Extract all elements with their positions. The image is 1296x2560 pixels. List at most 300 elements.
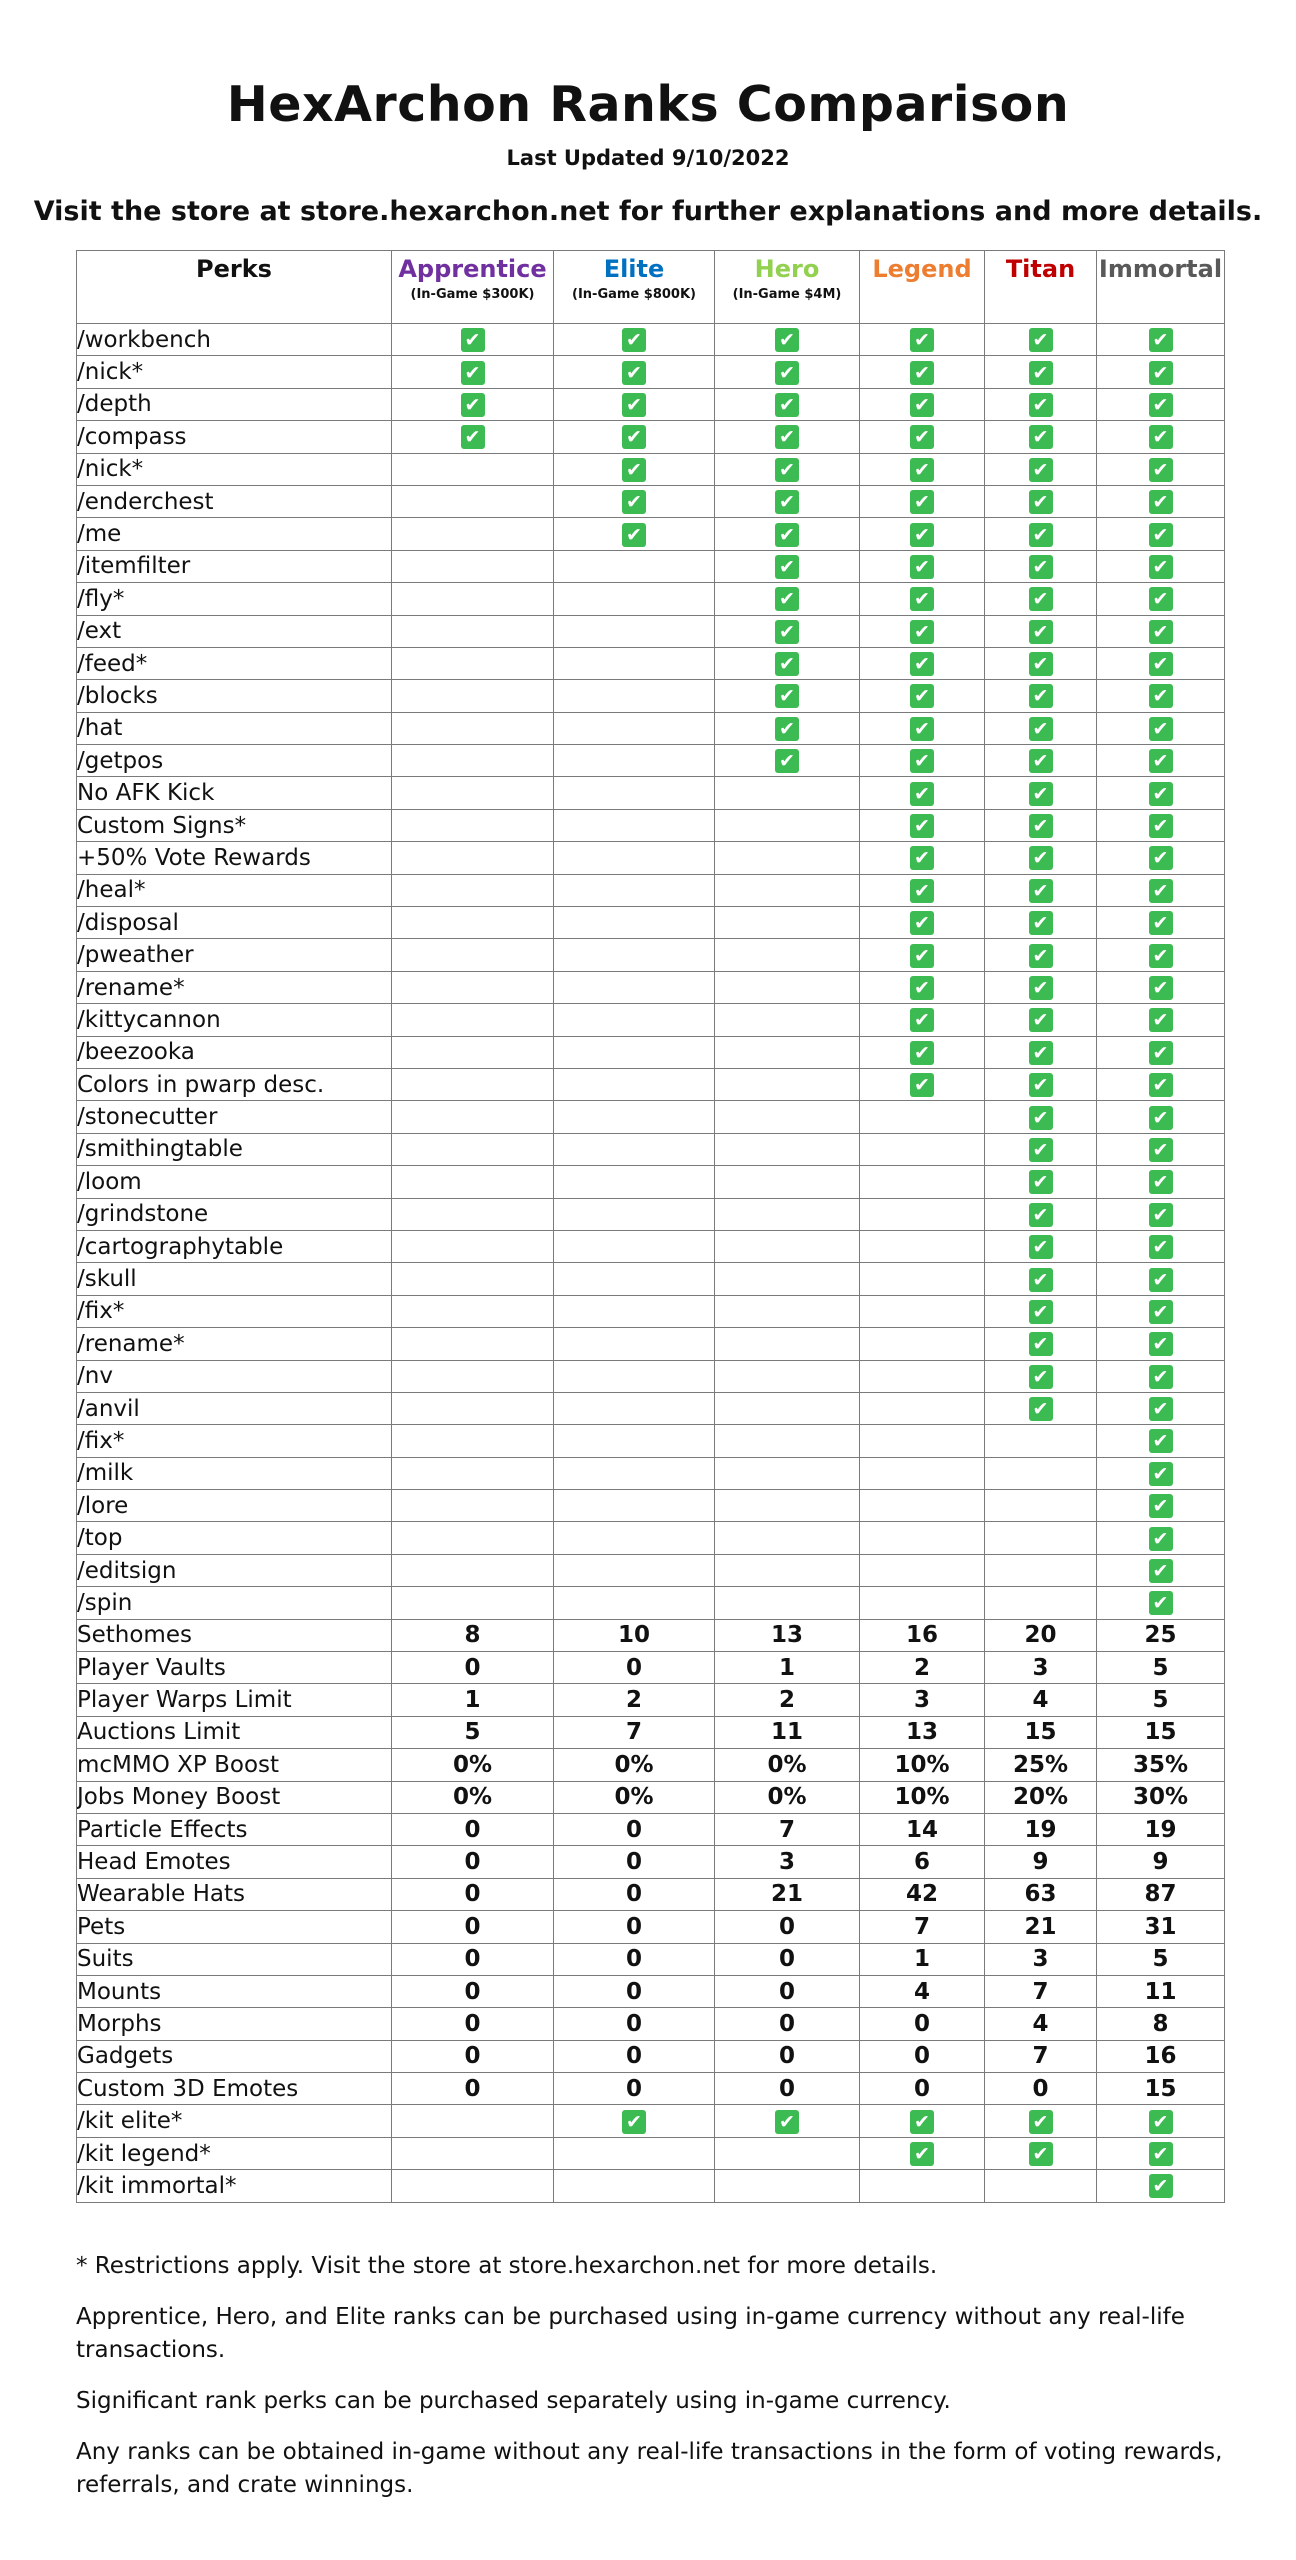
empty-cell xyxy=(392,615,554,647)
perk-included-cell xyxy=(985,485,1097,517)
empty-cell xyxy=(985,1587,1097,1619)
empty-cell xyxy=(715,939,860,971)
white-check-mark-icon: ✔ xyxy=(1029,1106,1053,1130)
perk-included-cell xyxy=(860,874,985,906)
white-check-mark-icon: ✔ xyxy=(1149,2142,1173,2166)
perk-included-cell xyxy=(860,485,985,517)
table-row xyxy=(77,1943,1225,1975)
last-updated: Last Updated 9/10/2022 xyxy=(506,146,790,170)
perk-value-cell: 10% xyxy=(860,1749,985,1781)
table-row xyxy=(77,1425,1225,1457)
white-check-mark-icon: ✔ xyxy=(461,361,485,385)
white-check-mark-icon: ✔ xyxy=(910,879,934,903)
perk-value-cell: 0% xyxy=(715,1781,860,1813)
perk-value-cell: 0 xyxy=(392,1911,554,1943)
rank-header-hero xyxy=(715,251,860,324)
white-check-mark-icon: ✔ xyxy=(1149,1073,1173,1097)
perk-value-cell: 0 xyxy=(392,1652,554,1684)
empty-cell xyxy=(554,1133,715,1165)
white-check-mark-icon: ✔ xyxy=(1029,1138,1053,1162)
empty-cell xyxy=(554,1166,715,1198)
white-check-mark-icon: ✔ xyxy=(1029,1041,1053,1065)
table-row xyxy=(77,1004,1225,1036)
perk-name: /pweather xyxy=(77,939,392,971)
white-check-mark-icon: ✔ xyxy=(1149,1300,1173,1324)
perk-included-cell xyxy=(985,874,1097,906)
white-check-mark-icon: ✔ xyxy=(1149,523,1173,547)
perk-value-cell: 0 xyxy=(392,1813,554,1845)
perk-name: /heal* xyxy=(77,874,392,906)
white-check-mark-icon: ✔ xyxy=(910,328,934,352)
empty-cell xyxy=(392,2170,554,2202)
white-check-mark-icon: ✔ xyxy=(622,523,646,547)
perk-included-cell xyxy=(1097,356,1225,388)
perk-included-cell xyxy=(715,485,860,517)
white-check-mark-icon: ✔ xyxy=(910,1073,934,1097)
table-row xyxy=(77,1166,1225,1198)
perk-included-cell xyxy=(985,356,1097,388)
perk-included-cell xyxy=(1097,1360,1225,1392)
perk-included-cell xyxy=(860,453,985,485)
perk-included-cell xyxy=(860,550,985,582)
perk-name: /grindstone xyxy=(77,1198,392,1230)
rank-header-elite xyxy=(554,251,715,324)
white-check-mark-icon: ✔ xyxy=(910,458,934,482)
table-row xyxy=(77,1068,1225,1100)
perk-included-cell xyxy=(985,615,1097,647)
empty-cell xyxy=(715,1295,860,1327)
perk-name: No AFK Kick xyxy=(77,777,392,809)
table-row xyxy=(77,485,1225,517)
perk-included-cell xyxy=(985,809,1097,841)
empty-cell xyxy=(715,1263,860,1295)
empty-cell xyxy=(554,907,715,939)
perk-value-cell: 0 xyxy=(715,2073,860,2105)
perk-name: /nv xyxy=(77,1360,392,1392)
perk-included-cell xyxy=(985,680,1097,712)
rank-name: Titan xyxy=(1005,255,1076,283)
white-check-mark-icon: ✔ xyxy=(1149,1041,1173,1065)
white-check-mark-icon: ✔ xyxy=(910,684,934,708)
table-row xyxy=(77,1846,1225,1878)
white-check-mark-icon: ✔ xyxy=(1149,1008,1173,1032)
perk-name: /kit immortal* xyxy=(77,2170,392,2202)
perk-included-cell xyxy=(1097,485,1225,517)
empty-cell xyxy=(392,777,554,809)
perk-value-cell: 87 xyxy=(1097,1878,1225,1910)
empty-cell xyxy=(554,809,715,841)
table-row xyxy=(77,809,1225,841)
white-check-mark-icon: ✔ xyxy=(775,2110,799,2134)
perk-included-cell xyxy=(985,907,1097,939)
perk-name: Colors in pwarp desc. xyxy=(77,1068,392,1100)
white-check-mark-icon: ✔ xyxy=(910,555,934,579)
perk-included-cell xyxy=(1097,1392,1225,1424)
empty-cell xyxy=(392,1036,554,1068)
white-check-mark-icon: ✔ xyxy=(1029,814,1053,838)
perk-included-cell xyxy=(985,453,1097,485)
table-row xyxy=(77,1101,1225,1133)
empty-cell xyxy=(715,1328,860,1360)
empty-cell xyxy=(392,2137,554,2169)
table-row xyxy=(77,907,1225,939)
perk-included-cell xyxy=(1097,1230,1225,1262)
page-title: HexArchon Ranks Comparison xyxy=(226,76,1070,133)
perk-name: +50% Vote Rewards xyxy=(77,842,392,874)
perk-value-cell: 0 xyxy=(860,2040,985,2072)
perk-included-cell xyxy=(985,388,1097,420)
perk-included-cell xyxy=(985,550,1097,582)
table-row xyxy=(77,324,1225,356)
rank-name: Legend xyxy=(872,255,972,283)
perk-value-cell: 25% xyxy=(985,1749,1097,1781)
white-check-mark-icon: ✔ xyxy=(1149,1494,1173,1518)
white-check-mark-icon: ✔ xyxy=(1149,458,1173,482)
perk-name: /fix* xyxy=(77,1425,392,1457)
perk-included-cell xyxy=(985,1360,1097,1392)
perk-included-cell xyxy=(1097,971,1225,1003)
table-row xyxy=(77,971,1225,1003)
table-row xyxy=(77,2105,1225,2137)
table-row xyxy=(77,1554,1225,1586)
table-row xyxy=(77,1457,1225,1489)
white-check-mark-icon: ✔ xyxy=(1029,879,1053,903)
perk-name: /anvil xyxy=(77,1392,392,1424)
empty-cell xyxy=(392,907,554,939)
empty-cell xyxy=(554,1230,715,1262)
empty-cell xyxy=(860,1587,985,1619)
perk-included-cell xyxy=(985,1328,1097,1360)
perk-included-cell xyxy=(985,1198,1097,1230)
table-row xyxy=(77,1522,1225,1554)
perk-name: /disposal xyxy=(77,907,392,939)
perk-included-cell xyxy=(1097,2137,1225,2169)
perk-included-cell xyxy=(985,1133,1097,1165)
perk-value-cell: 0 xyxy=(554,1846,715,1878)
perk-value-cell: 0 xyxy=(554,1943,715,1975)
perk-included-cell xyxy=(860,777,985,809)
white-check-mark-icon: ✔ xyxy=(1149,846,1173,870)
perk-value-cell: 0 xyxy=(554,2008,715,2040)
perk-value-cell: 4 xyxy=(985,1684,1097,1716)
empty-cell xyxy=(715,777,860,809)
perk-value-cell: 4 xyxy=(860,1975,985,2007)
perk-value-cell: 0 xyxy=(715,1943,860,1975)
white-check-mark-icon: ✔ xyxy=(1149,911,1173,935)
perk-value-cell: 0% xyxy=(554,1781,715,1813)
perks-header-label: Perks xyxy=(196,255,272,283)
perk-included-cell xyxy=(860,647,985,679)
white-check-mark-icon: ✔ xyxy=(775,361,799,385)
perk-value-cell: 9 xyxy=(985,1846,1097,1878)
perk-included-cell xyxy=(860,1004,985,1036)
perk-value-cell: 0 xyxy=(554,1813,715,1845)
white-check-mark-icon: ✔ xyxy=(461,393,485,417)
perk-included-cell xyxy=(985,421,1097,453)
white-check-mark-icon: ✔ xyxy=(622,328,646,352)
perk-included-cell xyxy=(985,712,1097,744)
empty-cell xyxy=(554,550,715,582)
perk-included-cell xyxy=(985,583,1097,615)
table-row xyxy=(77,2073,1225,2105)
empty-cell xyxy=(392,485,554,517)
table-row xyxy=(77,1295,1225,1327)
perk-value-cell: 0 xyxy=(715,2008,860,2040)
perk-name: Custom 3D Emotes xyxy=(77,2073,392,2105)
perk-name: Custom Signs* xyxy=(77,809,392,841)
perk-included-cell xyxy=(1097,1166,1225,1198)
white-check-mark-icon: ✔ xyxy=(775,425,799,449)
table-row xyxy=(77,1749,1225,1781)
white-check-mark-icon: ✔ xyxy=(1029,328,1053,352)
empty-cell xyxy=(554,1198,715,1230)
white-check-mark-icon: ✔ xyxy=(910,782,934,806)
empty-cell xyxy=(392,1230,554,1262)
table-row xyxy=(77,745,1225,777)
perk-name: /me xyxy=(77,518,392,550)
white-check-mark-icon: ✔ xyxy=(1029,1268,1053,1292)
table-row xyxy=(77,1716,1225,1748)
perk-included-cell xyxy=(715,421,860,453)
white-check-mark-icon: ✔ xyxy=(461,425,485,449)
perk-included-cell xyxy=(985,939,1097,971)
perk-included-cell xyxy=(1097,615,1225,647)
perk-included-cell xyxy=(985,1101,1097,1133)
perk-name: Jobs Money Boost xyxy=(77,1781,392,1813)
empty-cell xyxy=(860,1554,985,1586)
perk-included-cell xyxy=(860,680,985,712)
white-check-mark-icon: ✔ xyxy=(1029,555,1053,579)
empty-cell xyxy=(392,1101,554,1133)
perk-name: Suits xyxy=(77,1943,392,1975)
white-check-mark-icon: ✔ xyxy=(1029,458,1053,482)
white-check-mark-icon: ✔ xyxy=(775,749,799,773)
white-check-mark-icon: ✔ xyxy=(622,361,646,385)
white-check-mark-icon: ✔ xyxy=(1149,2174,1173,2198)
perk-name: /skull xyxy=(77,1263,392,1295)
white-check-mark-icon: ✔ xyxy=(910,587,934,611)
perk-value-cell: 8 xyxy=(392,1619,554,1651)
perk-included-cell xyxy=(860,809,985,841)
table-row xyxy=(77,1652,1225,1684)
empty-cell xyxy=(554,842,715,874)
white-check-mark-icon: ✔ xyxy=(1029,1073,1053,1097)
white-check-mark-icon: ✔ xyxy=(1149,1527,1173,1551)
white-check-mark-icon: ✔ xyxy=(1149,976,1173,1000)
perk-name: /fly* xyxy=(77,583,392,615)
perk-name: /rename* xyxy=(77,1328,392,1360)
perk-included-cell xyxy=(715,453,860,485)
perk-value-cell: 11 xyxy=(1097,1975,1225,2007)
white-check-mark-icon: ✔ xyxy=(910,911,934,935)
empty-cell xyxy=(554,1328,715,1360)
perk-value-cell: 15 xyxy=(985,1716,1097,1748)
perk-included-cell xyxy=(392,356,554,388)
perk-name: /kittycannon xyxy=(77,1004,392,1036)
perk-included-cell xyxy=(985,647,1097,679)
perk-value-cell: 0 xyxy=(715,1975,860,2007)
white-check-mark-icon: ✔ xyxy=(775,684,799,708)
perk-included-cell xyxy=(715,745,860,777)
empty-cell xyxy=(715,1554,860,1586)
white-check-mark-icon: ✔ xyxy=(1149,620,1173,644)
perk-name: Sethomes xyxy=(77,1619,392,1651)
white-check-mark-icon: ✔ xyxy=(910,425,934,449)
perk-value-cell: 1 xyxy=(392,1684,554,1716)
white-check-mark-icon: ✔ xyxy=(1029,976,1053,1000)
perk-value-cell: 1 xyxy=(860,1943,985,1975)
perk-included-cell xyxy=(554,2105,715,2137)
perk-value-cell: 0 xyxy=(392,1975,554,2007)
empty-cell xyxy=(715,2137,860,2169)
perk-value-cell: 21 xyxy=(715,1878,860,1910)
white-check-mark-icon: ✔ xyxy=(775,393,799,417)
table-row xyxy=(77,2137,1225,2169)
perk-name: /spin xyxy=(77,1587,392,1619)
perk-included-cell xyxy=(715,518,860,550)
table-row xyxy=(77,1392,1225,1424)
perk-included-cell xyxy=(985,1295,1097,1327)
white-check-mark-icon: ✔ xyxy=(1029,1008,1053,1032)
perk-value-cell: 1 xyxy=(715,1652,860,1684)
perk-included-cell xyxy=(554,421,715,453)
white-check-mark-icon: ✔ xyxy=(1029,1203,1053,1227)
perk-included-cell xyxy=(985,745,1097,777)
empty-cell xyxy=(554,1490,715,1522)
footnote: Apprentice, Hero, and Elite ranks can be purchased using in-game currency without any real-life transactions. xyxy=(76,2304,1185,2363)
empty-cell xyxy=(554,1392,715,1424)
empty-cell xyxy=(554,615,715,647)
perk-value-cell: 0 xyxy=(554,1652,715,1684)
perks-column-header xyxy=(77,251,392,324)
table-row xyxy=(77,1263,1225,1295)
rank-cost: (In-Game $4M) xyxy=(732,287,842,302)
perk-included-cell xyxy=(1097,518,1225,550)
table-row xyxy=(77,2008,1225,2040)
perk-value-cell: 7 xyxy=(985,1975,1097,2007)
table-row xyxy=(77,583,1225,615)
white-check-mark-icon: ✔ xyxy=(910,1041,934,1065)
empty-cell xyxy=(392,1004,554,1036)
empty-cell xyxy=(860,1425,985,1457)
perk-included-cell xyxy=(985,1166,1097,1198)
perk-included-cell xyxy=(860,2105,985,2137)
empty-cell xyxy=(554,1101,715,1133)
white-check-mark-icon: ✔ xyxy=(622,2110,646,2134)
perk-value-cell: 0 xyxy=(860,2073,985,2105)
empty-cell xyxy=(392,1166,554,1198)
perk-included-cell xyxy=(1097,1101,1225,1133)
rank-name: Elite xyxy=(603,255,665,283)
empty-cell xyxy=(715,1587,860,1619)
perk-included-cell xyxy=(1097,1425,1225,1457)
white-check-mark-icon: ✔ xyxy=(910,814,934,838)
white-check-mark-icon: ✔ xyxy=(910,620,934,644)
white-check-mark-icon: ✔ xyxy=(622,393,646,417)
perk-value-cell: 7 xyxy=(860,1911,985,1943)
perk-value-cell: 20% xyxy=(985,1781,1097,1813)
white-check-mark-icon: ✔ xyxy=(1029,652,1053,676)
white-check-mark-icon: ✔ xyxy=(910,846,934,870)
perk-included-cell xyxy=(860,518,985,550)
white-check-mark-icon: ✔ xyxy=(1149,1591,1173,1615)
perk-value-cell: 7 xyxy=(554,1716,715,1748)
white-check-mark-icon: ✔ xyxy=(910,523,934,547)
perk-included-cell xyxy=(1097,1198,1225,1230)
white-check-mark-icon: ✔ xyxy=(1149,782,1173,806)
perk-included-cell xyxy=(1097,2105,1225,2137)
perk-included-cell xyxy=(860,842,985,874)
perk-included-cell xyxy=(860,1068,985,1100)
perk-value-cell: 11 xyxy=(715,1716,860,1748)
perk-name: /editsign xyxy=(77,1554,392,1586)
empty-cell xyxy=(554,971,715,1003)
empty-cell xyxy=(392,745,554,777)
perk-value-cell: 0 xyxy=(554,2040,715,2072)
perk-included-cell xyxy=(1097,1457,1225,1489)
white-check-mark-icon: ✔ xyxy=(1149,555,1173,579)
perk-value-cell: 2 xyxy=(554,1684,715,1716)
white-check-mark-icon: ✔ xyxy=(1029,944,1053,968)
perk-included-cell xyxy=(1097,745,1225,777)
empty-cell xyxy=(715,1392,860,1424)
rank-header-immortal xyxy=(1097,251,1225,324)
empty-cell xyxy=(392,680,554,712)
empty-cell xyxy=(392,1068,554,1100)
table-row xyxy=(77,388,1225,420)
white-check-mark-icon: ✔ xyxy=(1149,1235,1173,1259)
perk-value-cell: 5 xyxy=(1097,1684,1225,1716)
empty-cell xyxy=(860,1490,985,1522)
empty-cell xyxy=(715,1068,860,1100)
white-check-mark-icon: ✔ xyxy=(1029,2110,1053,2134)
perk-included-cell xyxy=(1097,583,1225,615)
empty-cell xyxy=(715,2170,860,2202)
table-body xyxy=(77,324,1225,2203)
perk-value-cell: 7 xyxy=(985,2040,1097,2072)
perk-included-cell xyxy=(554,356,715,388)
white-check-mark-icon: ✔ xyxy=(622,490,646,514)
perk-value-cell: 0 xyxy=(392,2073,554,2105)
empty-cell xyxy=(554,777,715,809)
empty-cell xyxy=(715,809,860,841)
empty-cell xyxy=(715,1230,860,1262)
empty-cell xyxy=(715,1133,860,1165)
white-check-mark-icon: ✔ xyxy=(1029,846,1053,870)
perk-name: /ext xyxy=(77,615,392,647)
table-row xyxy=(77,842,1225,874)
perk-included-cell xyxy=(985,1036,1097,1068)
table-row xyxy=(77,1133,1225,1165)
empty-cell xyxy=(860,1133,985,1165)
perk-value-cell: 6 xyxy=(860,1846,985,1878)
empty-cell xyxy=(860,1263,985,1295)
empty-cell xyxy=(860,1295,985,1327)
perk-included-cell xyxy=(392,421,554,453)
table-row xyxy=(77,1360,1225,1392)
empty-cell xyxy=(554,583,715,615)
perk-name: Pets xyxy=(77,1911,392,1943)
white-check-mark-icon: ✔ xyxy=(1149,684,1173,708)
perk-value-cell: 20 xyxy=(985,1619,1097,1651)
perk-value-cell: 8 xyxy=(1097,2008,1225,2040)
empty-cell xyxy=(554,939,715,971)
empty-cell xyxy=(860,1522,985,1554)
empty-cell xyxy=(715,1522,860,1554)
rank-header-apprentice xyxy=(392,251,554,324)
perk-name: /depth xyxy=(77,388,392,420)
perk-value-cell: 7 xyxy=(715,1813,860,1845)
